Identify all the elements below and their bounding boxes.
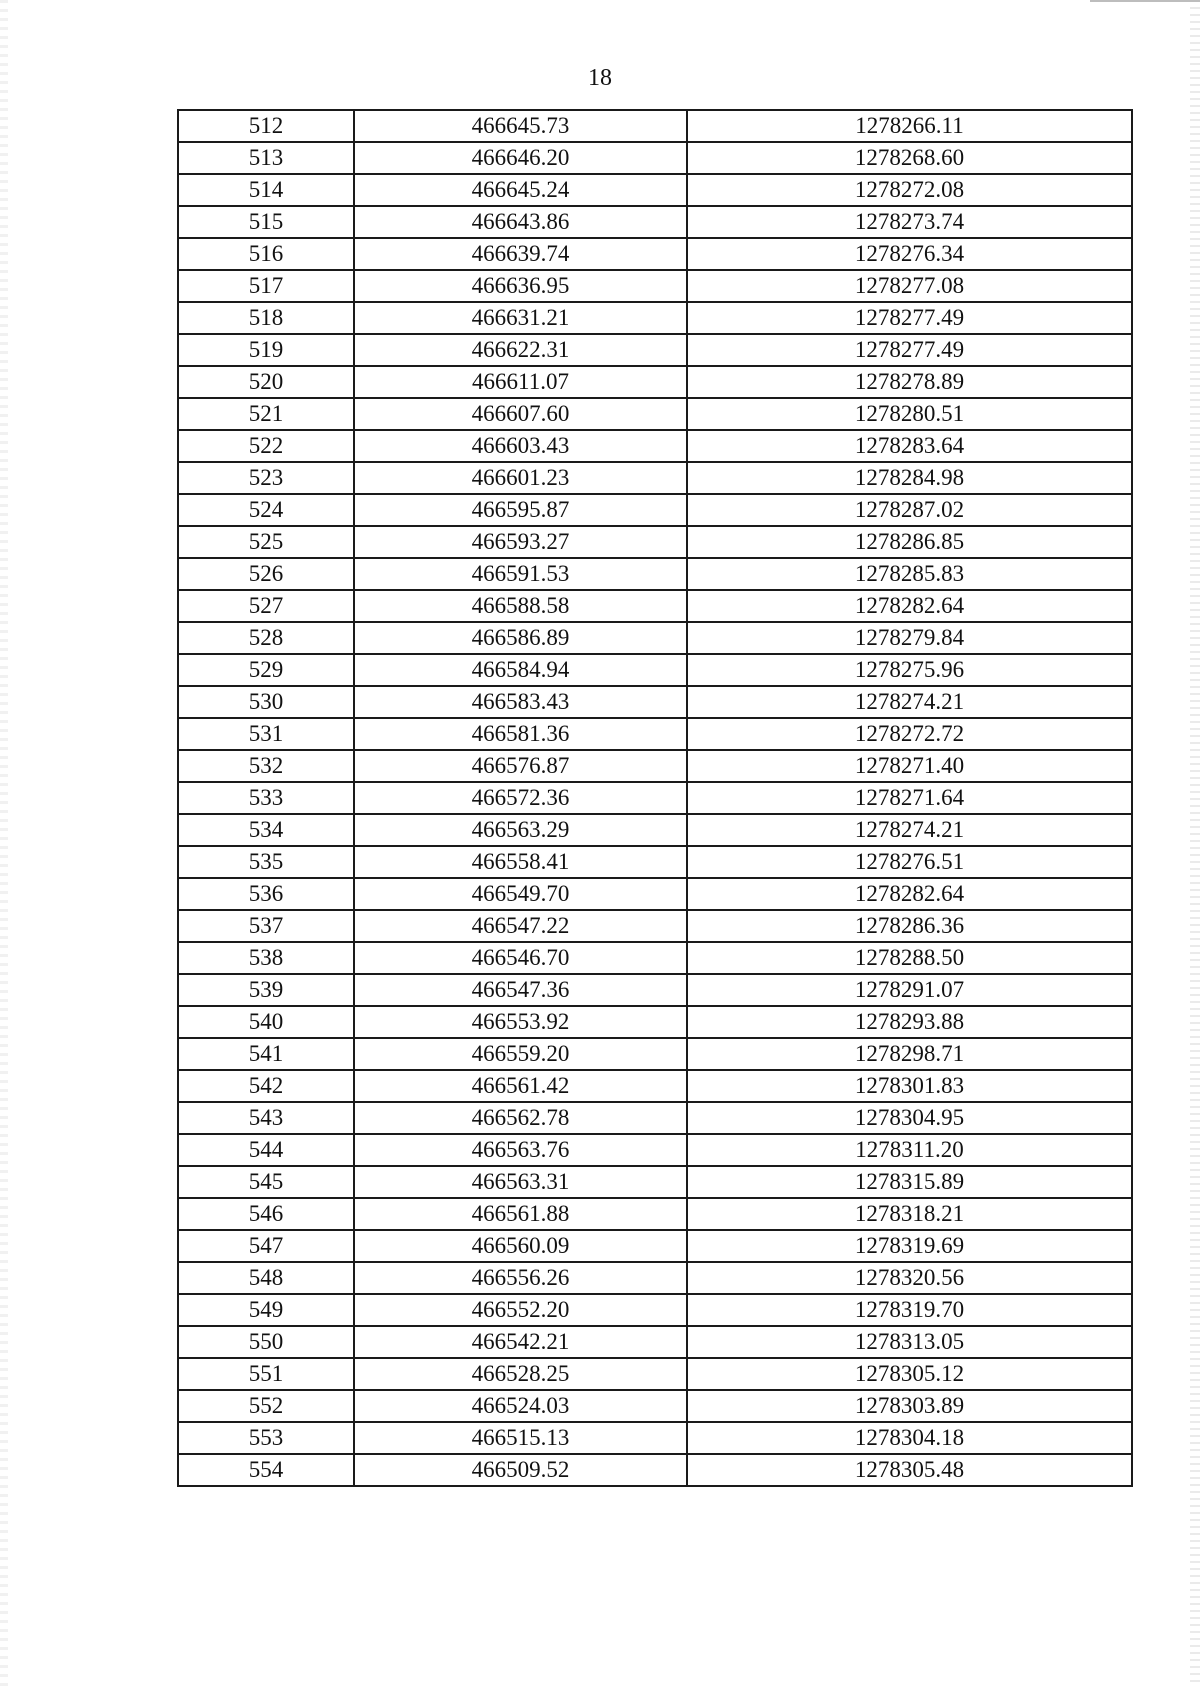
point-number-cell: 516 bbox=[178, 238, 354, 270]
table-row bbox=[178, 110, 1132, 142]
point-number-cell: 531 bbox=[178, 718, 354, 750]
y-coordinate-cell: 1278288.50 bbox=[687, 942, 1132, 974]
point-number-cell: 533 bbox=[178, 782, 354, 814]
table-row bbox=[178, 430, 1132, 462]
table-row bbox=[178, 878, 1132, 910]
point-number-cell: 539 bbox=[178, 974, 354, 1006]
scan-edge-right bbox=[1190, 0, 1200, 1686]
table-row bbox=[178, 1358, 1132, 1390]
x-coordinate-cell: 466559.20 bbox=[354, 1038, 687, 1070]
table-row bbox=[178, 1454, 1132, 1486]
point-number-cell: 553 bbox=[178, 1422, 354, 1454]
y-coordinate-cell: 1278287.02 bbox=[687, 494, 1132, 526]
point-number-cell: 535 bbox=[178, 846, 354, 878]
x-coordinate-cell: 466542.21 bbox=[354, 1326, 687, 1358]
x-coordinate-cell: 466563.29 bbox=[354, 814, 687, 846]
y-coordinate-cell: 1278286.36 bbox=[687, 910, 1132, 942]
table-row bbox=[178, 782, 1132, 814]
x-coordinate-cell: 466643.86 bbox=[354, 206, 687, 238]
point-number-cell: 554 bbox=[178, 1454, 354, 1486]
coordinate-table bbox=[177, 109, 1133, 1487]
y-coordinate-cell: 1278319.70 bbox=[687, 1294, 1132, 1326]
y-coordinate-cell: 1278301.83 bbox=[687, 1070, 1132, 1102]
table-row bbox=[178, 270, 1132, 302]
y-coordinate-cell: 1278266.11 bbox=[687, 110, 1132, 142]
y-coordinate-cell: 1278274.21 bbox=[687, 686, 1132, 718]
table-row bbox=[178, 1102, 1132, 1134]
table-row bbox=[178, 462, 1132, 494]
page-number: 18 bbox=[588, 65, 612, 91]
y-coordinate-cell: 1278272.08 bbox=[687, 174, 1132, 206]
point-number-cell: 518 bbox=[178, 302, 354, 334]
x-coordinate-cell: 466563.31 bbox=[354, 1166, 687, 1198]
point-number-cell: 515 bbox=[178, 206, 354, 238]
x-coordinate-cell: 466560.09 bbox=[354, 1230, 687, 1262]
x-coordinate-cell: 466645.24 bbox=[354, 174, 687, 206]
y-coordinate-cell: 1278268.60 bbox=[687, 142, 1132, 174]
x-coordinate-cell: 466528.25 bbox=[354, 1358, 687, 1390]
table-row bbox=[178, 846, 1132, 878]
point-number-cell: 552 bbox=[178, 1390, 354, 1422]
y-coordinate-cell: 1278273.74 bbox=[687, 206, 1132, 238]
y-coordinate-cell: 1278280.51 bbox=[687, 398, 1132, 430]
table-row bbox=[178, 1198, 1132, 1230]
y-coordinate-cell: 1278272.72 bbox=[687, 718, 1132, 750]
table-row bbox=[178, 526, 1132, 558]
y-coordinate-cell: 1278278.89 bbox=[687, 366, 1132, 398]
y-coordinate-cell: 1278319.69 bbox=[687, 1230, 1132, 1262]
y-coordinate-cell: 1278284.98 bbox=[687, 462, 1132, 494]
x-coordinate-cell: 466593.27 bbox=[354, 526, 687, 558]
x-coordinate-cell: 466645.73 bbox=[354, 110, 687, 142]
table-row bbox=[178, 814, 1132, 846]
y-coordinate-cell: 1278305.48 bbox=[687, 1454, 1132, 1486]
y-coordinate-cell: 1278277.49 bbox=[687, 302, 1132, 334]
point-number-cell: 512 bbox=[178, 110, 354, 142]
point-number-cell: 551 bbox=[178, 1358, 354, 1390]
x-coordinate-cell: 466576.87 bbox=[354, 750, 687, 782]
table-row bbox=[178, 302, 1132, 334]
table-row bbox=[178, 654, 1132, 686]
point-number-cell: 514 bbox=[178, 174, 354, 206]
x-coordinate-cell: 466509.52 bbox=[354, 1454, 687, 1486]
y-coordinate-cell: 1278298.71 bbox=[687, 1038, 1132, 1070]
x-coordinate-cell: 466572.36 bbox=[354, 782, 687, 814]
x-coordinate-cell: 466547.22 bbox=[354, 910, 687, 942]
point-number-cell: 548 bbox=[178, 1262, 354, 1294]
y-coordinate-cell: 1278320.56 bbox=[687, 1262, 1132, 1294]
x-coordinate-cell: 466639.74 bbox=[354, 238, 687, 270]
x-coordinate-cell: 466562.78 bbox=[354, 1102, 687, 1134]
table-row bbox=[178, 398, 1132, 430]
point-number-cell: 523 bbox=[178, 462, 354, 494]
point-number-cell: 525 bbox=[178, 526, 354, 558]
point-number-cell: 522 bbox=[178, 430, 354, 462]
point-number-cell: 513 bbox=[178, 142, 354, 174]
point-number-cell: 550 bbox=[178, 1326, 354, 1358]
table-row bbox=[178, 686, 1132, 718]
x-coordinate-cell: 466636.95 bbox=[354, 270, 687, 302]
point-number-cell: 546 bbox=[178, 1198, 354, 1230]
x-coordinate-cell: 466558.41 bbox=[354, 846, 687, 878]
y-coordinate-cell: 1278277.08 bbox=[687, 270, 1132, 302]
table-row bbox=[178, 942, 1132, 974]
x-coordinate-cell: 466588.58 bbox=[354, 590, 687, 622]
point-number-cell: 519 bbox=[178, 334, 354, 366]
table-row bbox=[178, 142, 1132, 174]
coordinate-table-container bbox=[177, 109, 1131, 1487]
y-coordinate-cell: 1278304.18 bbox=[687, 1422, 1132, 1454]
y-coordinate-cell: 1278291.07 bbox=[687, 974, 1132, 1006]
point-number-cell: 526 bbox=[178, 558, 354, 590]
table-row bbox=[178, 334, 1132, 366]
x-coordinate-cell: 466601.23 bbox=[354, 462, 687, 494]
x-coordinate-cell: 466524.03 bbox=[354, 1390, 687, 1422]
x-coordinate-cell: 466561.42 bbox=[354, 1070, 687, 1102]
table-row bbox=[178, 974, 1132, 1006]
table-row bbox=[178, 750, 1132, 782]
x-coordinate-cell: 466581.36 bbox=[354, 718, 687, 750]
point-number-cell: 549 bbox=[178, 1294, 354, 1326]
y-coordinate-cell: 1278311.20 bbox=[687, 1134, 1132, 1166]
point-number-cell: 530 bbox=[178, 686, 354, 718]
y-coordinate-cell: 1278271.64 bbox=[687, 782, 1132, 814]
y-coordinate-cell: 1278303.89 bbox=[687, 1390, 1132, 1422]
table-row bbox=[178, 558, 1132, 590]
y-coordinate-cell: 1278276.51 bbox=[687, 846, 1132, 878]
table-row bbox=[178, 366, 1132, 398]
y-coordinate-cell: 1278285.83 bbox=[687, 558, 1132, 590]
point-number-cell: 540 bbox=[178, 1006, 354, 1038]
y-coordinate-cell: 1278304.95 bbox=[687, 1102, 1132, 1134]
y-coordinate-cell: 1278276.34 bbox=[687, 238, 1132, 270]
table-row bbox=[178, 1006, 1132, 1038]
point-number-cell: 538 bbox=[178, 942, 354, 974]
x-coordinate-cell: 466646.20 bbox=[354, 142, 687, 174]
point-number-cell: 544 bbox=[178, 1134, 354, 1166]
x-coordinate-cell: 466547.36 bbox=[354, 974, 687, 1006]
point-number-cell: 532 bbox=[178, 750, 354, 782]
y-coordinate-cell: 1278286.85 bbox=[687, 526, 1132, 558]
y-coordinate-cell: 1278277.49 bbox=[687, 334, 1132, 366]
table-row bbox=[178, 494, 1132, 526]
point-number-cell: 537 bbox=[178, 910, 354, 942]
x-coordinate-cell: 466591.53 bbox=[354, 558, 687, 590]
point-number-cell: 527 bbox=[178, 590, 354, 622]
table-row bbox=[178, 910, 1132, 942]
table-row bbox=[178, 622, 1132, 654]
x-coordinate-cell: 466561.88 bbox=[354, 1198, 687, 1230]
table-row bbox=[178, 1262, 1132, 1294]
table-row bbox=[178, 718, 1132, 750]
point-number-cell: 545 bbox=[178, 1166, 354, 1198]
y-coordinate-cell: 1278282.64 bbox=[687, 878, 1132, 910]
y-coordinate-cell: 1278283.64 bbox=[687, 430, 1132, 462]
y-coordinate-cell: 1278274.21 bbox=[687, 814, 1132, 846]
point-number-cell: 517 bbox=[178, 270, 354, 302]
table-row bbox=[178, 1070, 1132, 1102]
y-coordinate-cell: 1278271.40 bbox=[687, 750, 1132, 782]
point-number-cell: 542 bbox=[178, 1070, 354, 1102]
table-row bbox=[178, 206, 1132, 238]
point-number-cell: 543 bbox=[178, 1102, 354, 1134]
table-row bbox=[178, 1230, 1132, 1262]
x-coordinate-cell: 466622.31 bbox=[354, 334, 687, 366]
point-number-cell: 547 bbox=[178, 1230, 354, 1262]
point-number-cell: 534 bbox=[178, 814, 354, 846]
x-coordinate-cell: 466603.43 bbox=[354, 430, 687, 462]
point-number-cell: 529 bbox=[178, 654, 354, 686]
table-row bbox=[178, 1038, 1132, 1070]
x-coordinate-cell: 466552.20 bbox=[354, 1294, 687, 1326]
x-coordinate-cell: 466607.60 bbox=[354, 398, 687, 430]
y-coordinate-cell: 1278282.64 bbox=[687, 590, 1132, 622]
point-number-cell: 536 bbox=[178, 878, 354, 910]
x-coordinate-cell: 466546.70 bbox=[354, 942, 687, 974]
x-coordinate-cell: 466584.94 bbox=[354, 654, 687, 686]
table-row bbox=[178, 174, 1132, 206]
scan-edge-top bbox=[1090, 0, 1200, 2]
y-coordinate-cell: 1278318.21 bbox=[687, 1198, 1132, 1230]
x-coordinate-cell: 466549.70 bbox=[354, 878, 687, 910]
point-number-cell: 521 bbox=[178, 398, 354, 430]
x-coordinate-cell: 466611.07 bbox=[354, 366, 687, 398]
table-row bbox=[178, 1422, 1132, 1454]
scan-edge-left bbox=[0, 0, 8, 1686]
x-coordinate-cell: 466586.89 bbox=[354, 622, 687, 654]
table-row bbox=[178, 590, 1132, 622]
y-coordinate-cell: 1278315.89 bbox=[687, 1166, 1132, 1198]
table-row bbox=[178, 1166, 1132, 1198]
x-coordinate-cell: 466515.13 bbox=[354, 1422, 687, 1454]
table-row bbox=[178, 1326, 1132, 1358]
y-coordinate-cell: 1278293.88 bbox=[687, 1006, 1132, 1038]
x-coordinate-cell: 466556.26 bbox=[354, 1262, 687, 1294]
y-coordinate-cell: 1278313.05 bbox=[687, 1326, 1132, 1358]
table-row bbox=[178, 1390, 1132, 1422]
point-number-cell: 524 bbox=[178, 494, 354, 526]
x-coordinate-cell: 466595.87 bbox=[354, 494, 687, 526]
table-body bbox=[178, 110, 1132, 1486]
x-coordinate-cell: 466563.76 bbox=[354, 1134, 687, 1166]
x-coordinate-cell: 466553.92 bbox=[354, 1006, 687, 1038]
point-number-cell: 520 bbox=[178, 366, 354, 398]
table-row bbox=[178, 238, 1132, 270]
x-coordinate-cell: 466631.21 bbox=[354, 302, 687, 334]
y-coordinate-cell: 1278305.12 bbox=[687, 1358, 1132, 1390]
point-number-cell: 541 bbox=[178, 1038, 354, 1070]
table-row bbox=[178, 1134, 1132, 1166]
y-coordinate-cell: 1278275.96 bbox=[687, 654, 1132, 686]
table-row bbox=[178, 1294, 1132, 1326]
x-coordinate-cell: 466583.43 bbox=[354, 686, 687, 718]
y-coordinate-cell: 1278279.84 bbox=[687, 622, 1132, 654]
point-number-cell: 528 bbox=[178, 622, 354, 654]
